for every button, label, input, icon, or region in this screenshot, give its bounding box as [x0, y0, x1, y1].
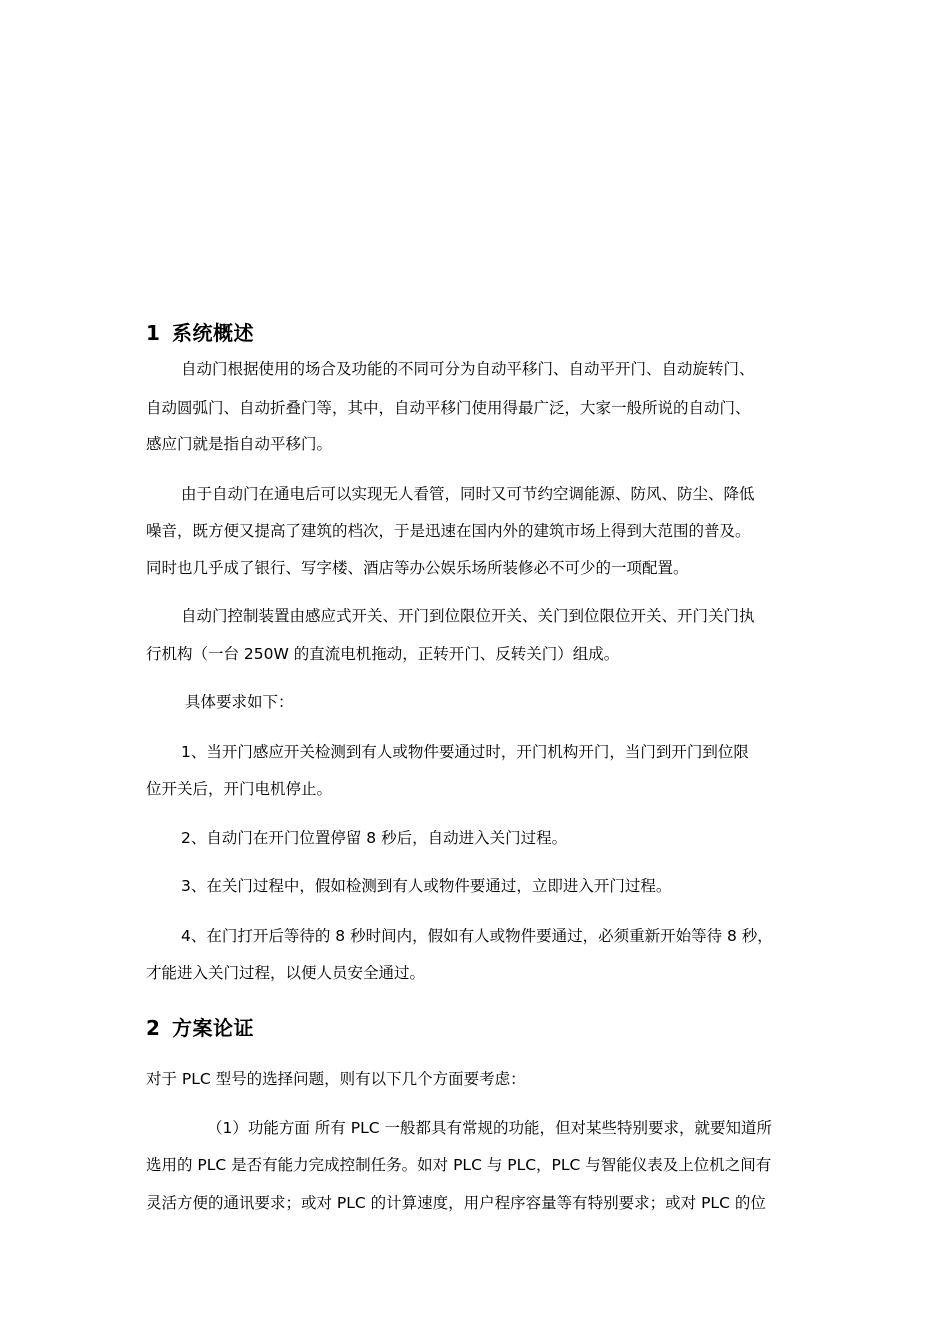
requirement-1-line-1: 1、当开门感应开关检测到有人或物件要通过时，开门机构开门，当门到开门到位限 — [181, 743, 749, 761]
paragraph-3-line-2: 行机构（一台 250W 的直流电机拖动，正转开门、反转关门）组成。 — [146, 645, 620, 663]
paragraph-3-line-1: 自动门控制装置由感应式开关、开门到位限位开关、关门到位限位开关、开门关门执 — [181, 607, 755, 625]
paragraph-2-line-2: 噪音，既方便又提高了建筑的档次，于是迅速在国内外的建筑市场上得到大范围的普及。 — [146, 522, 751, 540]
requirement-1-line-2: 位开关后，开门电机停止。 — [146, 780, 333, 798]
section-2-number: 2 — [146, 1016, 161, 1040]
requirement-4-line-2: 才能进入关门过程，以便人员安全通过。 — [146, 964, 426, 982]
requirement-3-line-1: 3、在关门过程中，假如检测到有人或物件要通过，立即进入开门过程。 — [181, 877, 672, 895]
paragraph-2-line-3: 同时也几乎成了银行、写字楼、酒店等办公娱乐场所装修必不可少的一项配置。 — [146, 559, 689, 577]
paragraph-1-line-1: 自动门根据使用的场合及功能的不同可分为自动平移门、自动平开门、自动旋转门、 — [181, 360, 755, 378]
section-1-heading — [146, 317, 254, 346]
paragraph-1-line-3: 感应门就是指自动平移门。 — [146, 435, 333, 453]
section-2-heading — [146, 1012, 254, 1041]
section-2-title: 方案论证 — [172, 1016, 254, 1040]
section-2-intro: 对于 PLC 型号的选择问题，则有以下几个方面要考虑： — [146, 1070, 526, 1088]
requirement-4-line-1: 4、在门打开后等待的 8 秒时间内，假如有人或物件要通过，必须重新开始等待 8 秒， — [181, 927, 773, 945]
requirements-intro: 具体要求如下： — [185, 693, 294, 711]
paragraph-2-line-1: 由于自动门在通电后可以实现无人看管，同时又可节约空调能源、防风、防尘、降低 — [181, 485, 755, 503]
item-1-line-2: 选用的 PLC 是否有能力完成控制任务。如对 PLC 与 PLC，PLC 与智能仪表及上位机之间有 — [146, 1156, 772, 1174]
section-1-title: 系统概述 — [172, 321, 254, 345]
item-1-line-3: 灵活方便的通讯要求；或对 PLC 的计算速度，用户程序容量等有特别要求；或对 PLC 的位 — [146, 1194, 766, 1212]
item-1-line-1: （1）功能方面 所有 PLC 一般都具有常规的功能，但对某些特别要求，就要知道所 — [207, 1119, 772, 1137]
section-1-number: 1 — [146, 321, 161, 345]
paragraph-1-line-2: 自动圆弧门、自动折叠门等，其中，自动平移门使用得最广泛，大家一般所说的自动门、 — [146, 399, 751, 417]
requirement-2-line-1: 2、自动门在开门位置停留 8 秒后，自动进入关门过程。 — [181, 829, 568, 847]
